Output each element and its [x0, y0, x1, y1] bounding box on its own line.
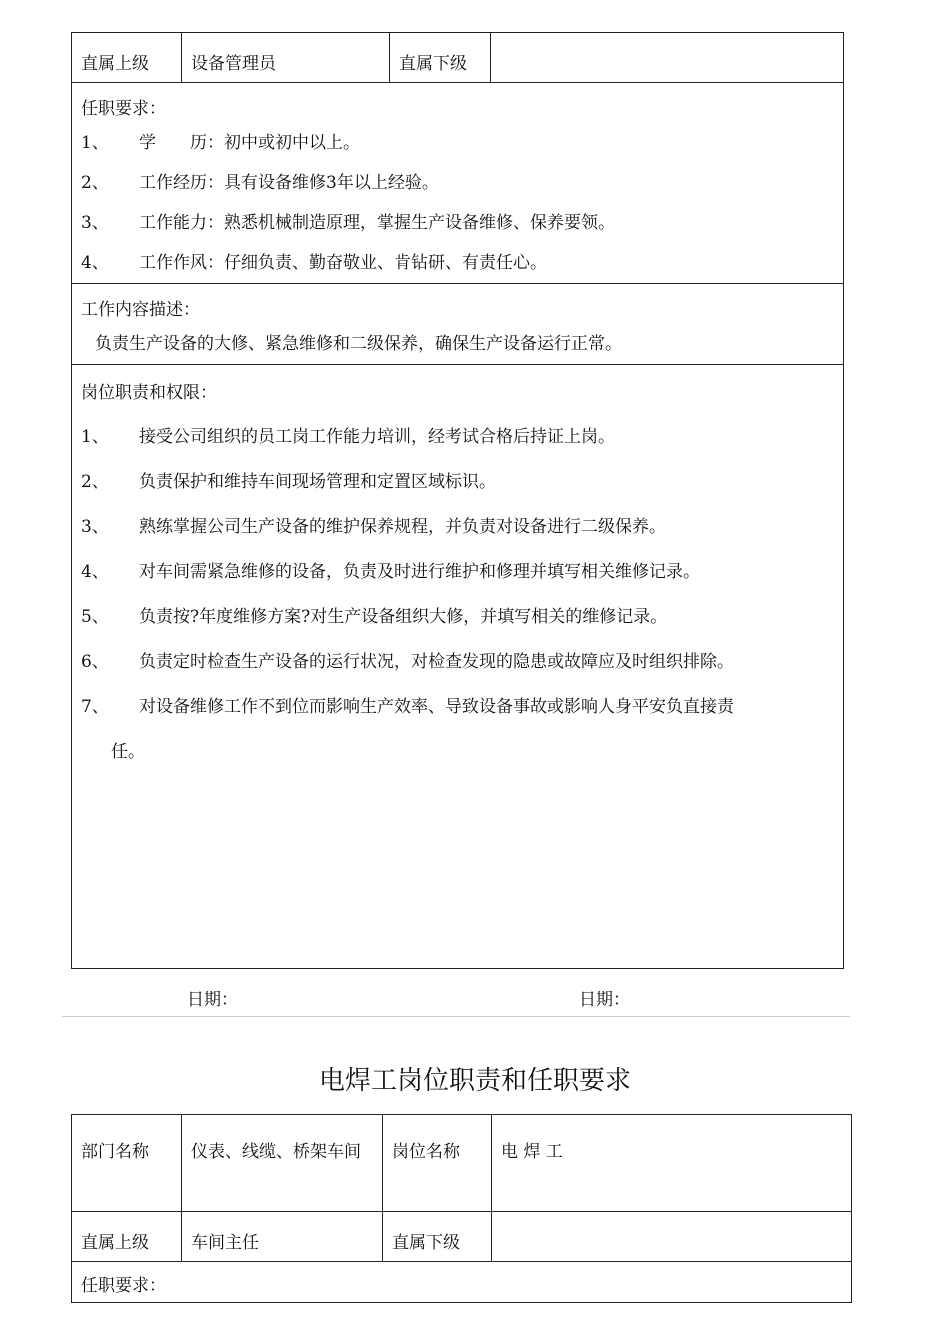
requirements2-section: [72, 1262, 852, 1303]
position-label: 岗位名称: [392, 1142, 460, 1162]
requirement-item: 1、 学 历：初中或初中以上。: [81, 133, 360, 153]
duty-item: 3、 熟练掌握公司生产设备的维护保养规程，并负责对设备进行二级保养。: [81, 517, 666, 537]
job-table-1: [71, 32, 844, 969]
subordinate2-label: 直属下级: [392, 1233, 460, 1253]
subordinate-value: [500, 33, 834, 82]
dept-label: 部门名称: [81, 1142, 149, 1162]
description-title: 工作内容描述：: [81, 300, 200, 320]
requirements2-title: 任职要求：: [81, 1276, 166, 1296]
dept-value-cell: [182, 1115, 383, 1212]
position-label-cell: [383, 1115, 492, 1212]
requirement-item: 2、 工作经历：具有设备维修3年以上经验。: [81, 173, 439, 193]
supervisor2-value-cell: [182, 1212, 383, 1262]
description-section: [72, 284, 844, 365]
description-text: 负责生产设备的大修、紧急维修和二级保养，确保生产设备运行正常。: [95, 334, 622, 354]
date-left: 日期：: [187, 990, 238, 1010]
dept-label-cell: [72, 1115, 182, 1212]
subordinate2-value-cell: [492, 1212, 852, 1262]
subordinate-label-cell: [390, 33, 491, 83]
section-title: 电焊工岗位职责和任职要求: [318, 1066, 631, 1096]
requirement-item: 3、 工作能力：熟悉机械制造原理，掌握生产设备维修、保养要领。: [81, 213, 615, 233]
supervisor2-value: 车间主任: [191, 1233, 259, 1253]
duty-item: 7、 对设备维修工作不到位而影响生产效率、导致设备事故或影响人身平安负直接责: [81, 697, 734, 717]
supervisor2-label: 直属上级: [81, 1233, 149, 1253]
duties-title: 岗位职责和权限：: [81, 383, 217, 403]
position-value-cell: [492, 1115, 852, 1212]
requirements-title: 任职要求：: [81, 99, 166, 119]
duty-item: 1、 接受公司组织的员工岗工作能力培训，经考试合格后持证上岗。: [81, 427, 615, 447]
duty-item: 4、 对车间需紧急维修的设备，负责及时进行维护和修理并填写相关维修记录。: [81, 562, 700, 582]
duty-item: 2、 负责保护和维持车间现场管理和定置区域标识。: [81, 472, 496, 492]
date-right: 日期：: [579, 990, 630, 1010]
job-table-2: [71, 1114, 852, 1303]
supervisor-label: 直属上级: [81, 54, 149, 74]
subordinate-label: 直属下级: [399, 54, 467, 74]
supervisor-value-cell: [182, 33, 390, 83]
dept-value: 仪表、线缆、桥架车间: [191, 1142, 361, 1162]
subordinate-value-cell: [491, 33, 844, 83]
supervisor-value: 设备管理员: [191, 54, 276, 74]
subordinate2-value: [501, 1212, 842, 1261]
duty-item: 5、 负责按?年度维修方案?对生产设备组织大修，并填写相关的维修记录。: [81, 607, 668, 627]
duties-section: [72, 365, 844, 969]
position-value: 电 焊 工: [501, 1142, 563, 1162]
duty-item: 6、 负责定时检查生产设备的运行状况，对检查发现的隐患或故障应及时组织排除。: [81, 652, 734, 672]
requirements-section: [72, 83, 844, 284]
supervisor-label-cell: [72, 33, 182, 83]
duty-item-continuation: 任。: [111, 742, 145, 762]
subordinate2-label-cell: [383, 1212, 492, 1262]
supervisor2-label-cell: [72, 1212, 182, 1262]
requirement-item: 4、 工作作风：仔细负责、勤奋敬业、肯钻研、有责任心。: [81, 253, 547, 273]
page-separator: [62, 1016, 850, 1017]
